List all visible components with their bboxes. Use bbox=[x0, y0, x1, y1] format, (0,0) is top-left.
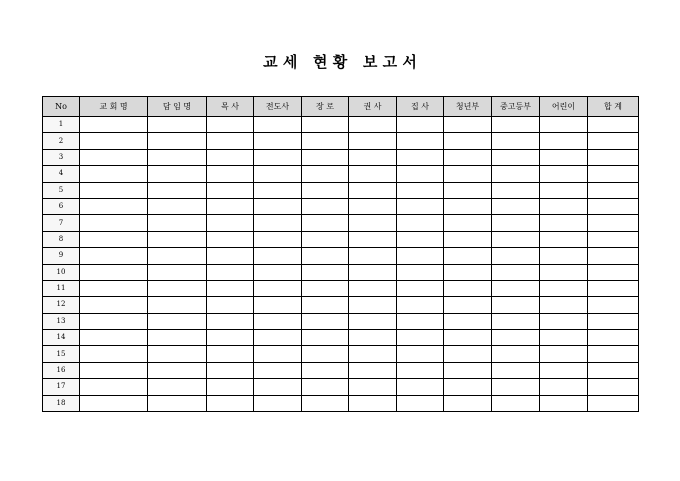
header-kwonsa: 권 사 bbox=[349, 97, 397, 117]
cell-kwonsa[interactable] bbox=[349, 149, 397, 165]
cell-pastor-in-charge[interactable] bbox=[148, 362, 207, 378]
church-status-table bbox=[42, 96, 639, 412]
cell-youth[interactable] bbox=[444, 362, 492, 378]
cell-youth[interactable] bbox=[444, 117, 492, 133]
cell-total[interactable] bbox=[588, 313, 639, 329]
cell-elder[interactable] bbox=[302, 313, 349, 329]
cell-church-name[interactable] bbox=[80, 248, 148, 264]
cell-secondary[interactable] bbox=[492, 215, 540, 231]
table-row bbox=[43, 297, 639, 313]
cell-youth[interactable] bbox=[444, 280, 492, 296]
cell-pastor-in-charge[interactable] bbox=[148, 297, 207, 313]
row-number: 15 bbox=[43, 346, 80, 362]
cell-church-name[interactable] bbox=[80, 231, 148, 247]
cell-church-name[interactable] bbox=[80, 280, 148, 296]
cell-secondary[interactable] bbox=[492, 264, 540, 280]
cell-kwonsa[interactable] bbox=[349, 182, 397, 198]
row-number: 11 bbox=[43, 280, 80, 296]
header-total: 합 계 bbox=[588, 97, 639, 117]
header-evangelist: 전도사 bbox=[254, 97, 302, 117]
cell-total[interactable] bbox=[588, 117, 639, 133]
cell-church-name[interactable] bbox=[80, 379, 148, 395]
cell-total[interactable] bbox=[588, 264, 639, 280]
cell-total[interactable] bbox=[588, 297, 639, 313]
cell-kwonsa[interactable] bbox=[349, 379, 397, 395]
cell-pastor[interactable] bbox=[207, 133, 254, 149]
cell-total[interactable] bbox=[588, 280, 639, 296]
cell-kwonsa[interactable] bbox=[349, 330, 397, 346]
header-church-name: 교 회 명 bbox=[80, 97, 148, 117]
cell-pastor[interactable] bbox=[207, 362, 254, 378]
cell-children[interactable] bbox=[540, 346, 588, 362]
cell-kwonsa[interactable] bbox=[349, 198, 397, 214]
cell-elder[interactable] bbox=[302, 330, 349, 346]
cell-pastor-in-charge[interactable] bbox=[148, 149, 207, 165]
cell-kwonsa[interactable] bbox=[349, 395, 397, 411]
cell-pastor[interactable] bbox=[207, 313, 254, 329]
cell-pastor[interactable] bbox=[207, 231, 254, 247]
cell-church-name[interactable] bbox=[80, 182, 148, 198]
cell-secondary[interactable] bbox=[492, 117, 540, 133]
cell-kwonsa[interactable] bbox=[349, 231, 397, 247]
cell-evangelist[interactable] bbox=[254, 313, 302, 329]
header-elder: 장 로 bbox=[302, 97, 349, 117]
cell-pastor-in-charge[interactable] bbox=[148, 264, 207, 280]
cell-evangelist[interactable] bbox=[254, 362, 302, 378]
cell-youth[interactable] bbox=[444, 346, 492, 362]
cell-total[interactable] bbox=[588, 395, 639, 411]
cell-kwonsa[interactable] bbox=[349, 166, 397, 182]
header-row bbox=[43, 97, 639, 117]
cell-pastor-in-charge[interactable] bbox=[148, 133, 207, 149]
table-row bbox=[43, 379, 639, 395]
header-children: 어린이 bbox=[540, 97, 588, 117]
cell-kwonsa[interactable] bbox=[349, 280, 397, 296]
cell-evangelist[interactable] bbox=[254, 133, 302, 149]
cell-deacon[interactable] bbox=[397, 297, 444, 313]
cell-evangelist[interactable] bbox=[254, 346, 302, 362]
cell-evangelist[interactable] bbox=[254, 264, 302, 280]
report-title: 교 세 현 황 보 고 서 bbox=[263, 53, 417, 71]
cell-deacon[interactable] bbox=[397, 117, 444, 133]
cell-evangelist[interactable] bbox=[254, 149, 302, 165]
cell-youth[interactable] bbox=[444, 149, 492, 165]
cell-pastor-in-charge[interactable] bbox=[148, 395, 207, 411]
cell-church-name[interactable] bbox=[80, 198, 148, 214]
cell-deacon[interactable] bbox=[397, 280, 444, 296]
cell-elder[interactable] bbox=[302, 346, 349, 362]
cell-evangelist[interactable] bbox=[254, 182, 302, 198]
table-row bbox=[43, 248, 639, 264]
cell-youth[interactable] bbox=[444, 133, 492, 149]
cell-elder[interactable] bbox=[302, 117, 349, 133]
cell-church-name[interactable] bbox=[80, 395, 148, 411]
cell-evangelist[interactable] bbox=[254, 330, 302, 346]
cell-children[interactable] bbox=[540, 395, 588, 411]
row-number: 14 bbox=[43, 330, 80, 346]
cell-total[interactable] bbox=[588, 231, 639, 247]
cell-deacon[interactable] bbox=[397, 198, 444, 214]
cell-secondary[interactable] bbox=[492, 182, 540, 198]
table-row bbox=[43, 149, 639, 165]
cell-pastor[interactable] bbox=[207, 330, 254, 346]
cell-children[interactable] bbox=[540, 313, 588, 329]
table-row bbox=[43, 330, 639, 346]
row-number: 2 bbox=[43, 133, 80, 149]
cell-elder[interactable] bbox=[302, 231, 349, 247]
cell-secondary[interactable] bbox=[492, 297, 540, 313]
cell-youth[interactable] bbox=[444, 264, 492, 280]
cell-pastor[interactable] bbox=[207, 166, 254, 182]
row-number: 10 bbox=[43, 264, 80, 280]
cell-elder[interactable] bbox=[302, 166, 349, 182]
cell-youth[interactable] bbox=[444, 198, 492, 214]
table-row bbox=[43, 264, 639, 280]
cell-youth[interactable] bbox=[444, 297, 492, 313]
cell-total[interactable] bbox=[588, 166, 639, 182]
cell-children[interactable] bbox=[540, 379, 588, 395]
cell-pastor[interactable] bbox=[207, 346, 254, 362]
cell-elder[interactable] bbox=[302, 395, 349, 411]
cell-church-name[interactable] bbox=[80, 149, 148, 165]
cell-children[interactable] bbox=[540, 264, 588, 280]
cell-children[interactable] bbox=[540, 149, 588, 165]
cell-kwonsa[interactable] bbox=[349, 346, 397, 362]
cell-evangelist[interactable] bbox=[254, 215, 302, 231]
row-number: 5 bbox=[43, 182, 80, 198]
cell-pastor-in-charge[interactable] bbox=[148, 346, 207, 362]
cell-pastor-in-charge[interactable] bbox=[148, 231, 207, 247]
cell-total[interactable] bbox=[588, 133, 639, 149]
cell-pastor[interactable] bbox=[207, 379, 254, 395]
cell-church-name[interactable] bbox=[80, 313, 148, 329]
cell-children[interactable] bbox=[540, 182, 588, 198]
cell-secondary[interactable] bbox=[492, 280, 540, 296]
cell-children[interactable] bbox=[540, 248, 588, 264]
cell-elder[interactable] bbox=[302, 379, 349, 395]
row-number: 6 bbox=[43, 198, 80, 214]
cell-pastor[interactable] bbox=[207, 264, 254, 280]
cell-evangelist[interactable] bbox=[254, 248, 302, 264]
cell-pastor[interactable] bbox=[207, 198, 254, 214]
cell-elder[interactable] bbox=[302, 264, 349, 280]
row-number: 16 bbox=[43, 362, 80, 378]
table-row bbox=[43, 198, 639, 214]
header-pastor: 목 사 bbox=[207, 97, 254, 117]
cell-evangelist[interactable] bbox=[254, 166, 302, 182]
cell-deacon[interactable] bbox=[397, 149, 444, 165]
row-number: 17 bbox=[43, 379, 80, 395]
cell-church-name[interactable] bbox=[80, 297, 148, 313]
cell-pastor-in-charge[interactable] bbox=[148, 198, 207, 214]
cell-secondary[interactable] bbox=[492, 395, 540, 411]
cell-deacon[interactable] bbox=[397, 215, 444, 231]
cell-pastor-in-charge[interactable] bbox=[148, 215, 207, 231]
cell-church-name[interactable] bbox=[80, 215, 148, 231]
cell-evangelist[interactable] bbox=[254, 297, 302, 313]
cell-total[interactable] bbox=[588, 379, 639, 395]
cell-kwonsa[interactable] bbox=[349, 133, 397, 149]
cell-secondary[interactable] bbox=[492, 362, 540, 378]
cell-children[interactable] bbox=[540, 133, 588, 149]
cell-church-name[interactable] bbox=[80, 362, 148, 378]
cell-children[interactable] bbox=[540, 362, 588, 378]
cell-evangelist[interactable] bbox=[254, 379, 302, 395]
cell-youth[interactable] bbox=[444, 215, 492, 231]
cell-pastor-in-charge[interactable] bbox=[148, 280, 207, 296]
cell-evangelist[interactable] bbox=[254, 231, 302, 247]
cell-kwonsa[interactable] bbox=[349, 248, 397, 264]
cell-pastor-in-charge[interactable] bbox=[148, 166, 207, 182]
cell-deacon[interactable] bbox=[397, 346, 444, 362]
table-row bbox=[43, 280, 639, 296]
table-row bbox=[43, 133, 639, 149]
table-row bbox=[43, 231, 639, 247]
cell-pastor[interactable] bbox=[207, 215, 254, 231]
cell-kwonsa[interactable] bbox=[349, 297, 397, 313]
cell-total[interactable] bbox=[588, 215, 639, 231]
cell-pastor-in-charge[interactable] bbox=[148, 330, 207, 346]
cell-kwonsa[interactable] bbox=[349, 215, 397, 231]
table-row bbox=[43, 166, 639, 182]
cell-pastor-in-charge[interactable] bbox=[148, 182, 207, 198]
row-number: 12 bbox=[43, 297, 80, 313]
row-number: 9 bbox=[43, 248, 80, 264]
header-no: No bbox=[43, 97, 80, 117]
cell-elder[interactable] bbox=[302, 362, 349, 378]
cell-deacon[interactable] bbox=[397, 330, 444, 346]
header-deacon: 집 사 bbox=[397, 97, 444, 117]
cell-total[interactable] bbox=[588, 362, 639, 378]
cell-children[interactable] bbox=[540, 330, 588, 346]
row-number: 13 bbox=[43, 313, 80, 329]
cell-children[interactable] bbox=[540, 166, 588, 182]
cell-deacon[interactable] bbox=[397, 264, 444, 280]
cell-elder[interactable] bbox=[302, 149, 349, 165]
cell-pastor-in-charge[interactable] bbox=[148, 117, 207, 133]
cell-evangelist[interactable] bbox=[254, 395, 302, 411]
cell-secondary[interactable] bbox=[492, 133, 540, 149]
cell-total[interactable] bbox=[588, 198, 639, 214]
cell-elder[interactable] bbox=[302, 297, 349, 313]
cell-evangelist[interactable] bbox=[254, 117, 302, 133]
table-row bbox=[43, 215, 639, 231]
cell-kwonsa[interactable] bbox=[349, 362, 397, 378]
cell-church-name[interactable] bbox=[80, 264, 148, 280]
cell-kwonsa[interactable] bbox=[349, 313, 397, 329]
cell-secondary[interactable] bbox=[492, 198, 540, 214]
cell-church-name[interactable] bbox=[80, 330, 148, 346]
cell-church-name[interactable] bbox=[80, 133, 148, 149]
cell-total[interactable] bbox=[588, 182, 639, 198]
cell-total[interactable] bbox=[588, 330, 639, 346]
cell-deacon[interactable] bbox=[397, 248, 444, 264]
cell-church-name[interactable] bbox=[80, 166, 148, 182]
cell-children[interactable] bbox=[540, 231, 588, 247]
cell-deacon[interactable] bbox=[397, 313, 444, 329]
cell-deacon[interactable] bbox=[397, 166, 444, 182]
cell-deacon[interactable] bbox=[397, 379, 444, 395]
cell-children[interactable] bbox=[540, 215, 588, 231]
cell-pastor[interactable] bbox=[207, 117, 254, 133]
cell-deacon[interactable] bbox=[397, 231, 444, 247]
cell-pastor-in-charge[interactable] bbox=[148, 313, 207, 329]
row-number: 8 bbox=[43, 231, 80, 247]
cell-elder[interactable] bbox=[302, 198, 349, 214]
table-row bbox=[43, 117, 639, 133]
cell-secondary[interactable] bbox=[492, 166, 540, 182]
cell-secondary[interactable] bbox=[492, 346, 540, 362]
cell-children[interactable] bbox=[540, 297, 588, 313]
cell-youth[interactable] bbox=[444, 379, 492, 395]
table-row bbox=[43, 346, 639, 362]
cell-secondary[interactable] bbox=[492, 379, 540, 395]
cell-elder[interactable] bbox=[302, 215, 349, 231]
cell-youth[interactable] bbox=[444, 166, 492, 182]
cell-total[interactable] bbox=[588, 248, 639, 264]
table-row bbox=[43, 395, 639, 411]
cell-youth[interactable] bbox=[444, 395, 492, 411]
cell-elder[interactable] bbox=[302, 280, 349, 296]
cell-pastor-in-charge[interactable] bbox=[148, 248, 207, 264]
cell-church-name[interactable] bbox=[80, 346, 148, 362]
cell-total[interactable] bbox=[588, 346, 639, 362]
cell-church-name[interactable] bbox=[80, 117, 148, 133]
table-row bbox=[43, 313, 639, 329]
cell-total[interactable] bbox=[588, 149, 639, 165]
cell-secondary[interactable] bbox=[492, 330, 540, 346]
row-number: 1 bbox=[43, 117, 80, 133]
row-number: 3 bbox=[43, 149, 80, 165]
cell-pastor[interactable] bbox=[207, 280, 254, 296]
cell-children[interactable] bbox=[540, 198, 588, 214]
cell-evangelist[interactable] bbox=[254, 280, 302, 296]
cell-children[interactable] bbox=[540, 280, 588, 296]
cell-pastor[interactable] bbox=[207, 297, 254, 313]
row-number: 4 bbox=[43, 166, 80, 182]
cell-elder[interactable] bbox=[302, 248, 349, 264]
cell-youth[interactable] bbox=[444, 248, 492, 264]
cell-secondary[interactable] bbox=[492, 149, 540, 165]
cell-secondary[interactable] bbox=[492, 313, 540, 329]
cell-pastor[interactable] bbox=[207, 182, 254, 198]
cell-deacon[interactable] bbox=[397, 133, 444, 149]
row-number: 7 bbox=[43, 215, 80, 231]
cell-elder[interactable] bbox=[302, 182, 349, 198]
cell-evangelist[interactable] bbox=[254, 198, 302, 214]
header-pastor-in-charge: 담 임 명 bbox=[148, 97, 207, 117]
cell-kwonsa[interactable] bbox=[349, 117, 397, 133]
cell-deacon[interactable] bbox=[397, 182, 444, 198]
table-row bbox=[43, 182, 639, 198]
row-number: 18 bbox=[43, 395, 80, 411]
cell-children[interactable] bbox=[540, 117, 588, 133]
cell-youth[interactable] bbox=[444, 313, 492, 329]
table-body bbox=[43, 117, 639, 412]
cell-youth[interactable] bbox=[444, 330, 492, 346]
cell-pastor[interactable] bbox=[207, 149, 254, 165]
cell-elder[interactable] bbox=[302, 133, 349, 149]
table-row bbox=[43, 362, 639, 378]
cell-youth[interactable] bbox=[444, 182, 492, 198]
cell-youth[interactable] bbox=[444, 231, 492, 247]
header-secondary: 중고등부 bbox=[492, 97, 540, 117]
cell-deacon[interactable] bbox=[397, 395, 444, 411]
cell-pastor[interactable] bbox=[207, 395, 254, 411]
cell-pastor[interactable] bbox=[207, 248, 254, 264]
cell-deacon[interactable] bbox=[397, 362, 444, 378]
cell-pastor-in-charge[interactable] bbox=[148, 379, 207, 395]
header-youth: 청년부 bbox=[444, 97, 492, 117]
cell-secondary[interactable] bbox=[492, 231, 540, 247]
cell-secondary[interactable] bbox=[492, 248, 540, 264]
cell-kwonsa[interactable] bbox=[349, 264, 397, 280]
